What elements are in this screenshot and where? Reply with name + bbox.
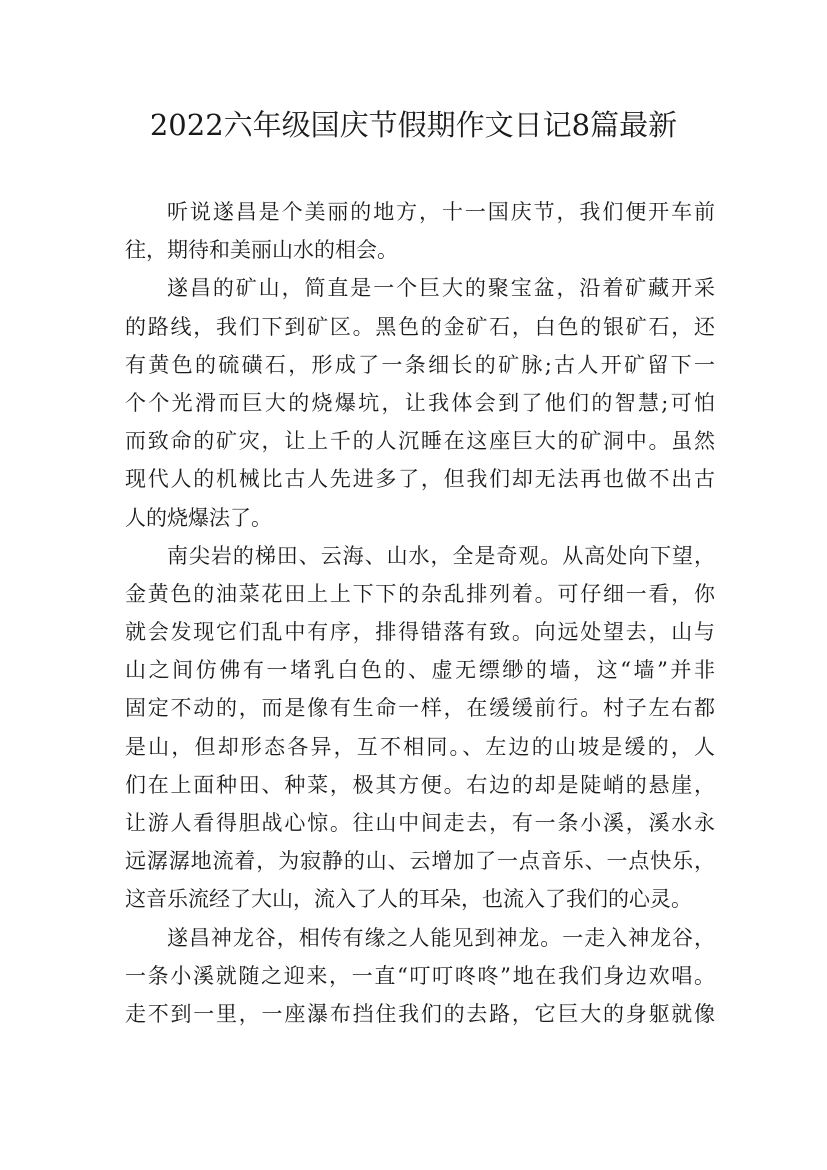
paragraph-line: 南尖岩的梯田、云海、山水，全是奇观。从高处向下望， [167,543,715,568]
paragraph-line: 这音乐流经了大山，流入了人的耳朵，也流入了我们的心灵。 [125,887,692,912]
paragraph-line: 遂昌神龙谷，相传有缘之人能见到神龙。一走入神龙谷， [167,925,715,950]
paragraph-line: 有黄色的硫磺石，形成了一条细长的矿脉;古人开矿留下一 [125,352,715,377]
paragraph-line: 一条小溪就随之迎来，一直“叮叮咚咚”地在我们身边欢唱。 [125,963,715,988]
paragraph-line: 而致命的矿灾，让上千的人沉睡在这座巨大的矿洞中。虽然 [125,429,715,454]
paragraph-line: 让游人看得胆战心惊。往山中间走去，有一条小溪，溪水永 [125,811,715,835]
paragraph-line: 走不到一里，一座瀑布挡住我们的去路，它巨大的身躯就像 [125,1001,715,1026]
paragraph-line: 人的烧爆法了。 [125,505,272,530]
paragraph-line: 固定不动的，而是像有生命一样，在缓缓前行。村子左右都 [125,696,715,721]
paragraph-line: 遂昌的矿山，简直是一个巨大的聚宝盆，沿着矿藏开采 [167,276,715,301]
paragraph-line: 就会发现它们乱中有序，排得错落有致。向远处望去，山与 [125,620,715,645]
document-title: 2022六年级国庆节假期作文日记8篇最新 [149,108,678,142]
paragraph-line: 现代人的机械比古人先进多了，但我们却无法再也做不出古 [125,467,715,492]
paragraph-line: 个个光滑而巨大的烧爆坑，让我体会到了他们的智慧;可怕 [125,390,715,415]
paragraph-line: 的路线，我们下到矿区。黑色的金矿石，白色的银矿石，还 [125,314,715,339]
paragraph-line: 是山，但却形态各异，互不相同。、左边的山坡是缓的，人 [125,734,715,759]
paragraph-line: 听说遂昌是个美丽的地方，十一国庆节，我们便开车前 [167,200,715,224]
document-body [125,193,715,1033]
paragraph-line: 金黄色的油菜花田上上下下的杂乱排列着。可仔细一看，你 [125,581,715,606]
paragraph-line: 们在上面种田、种菜，极其方便。右边的却是陡峭的悬崖， [125,772,715,797]
paragraph-line: 山之间仿佛有一堵乳白色的、虚无缥缈的墙，这“墙”并非 [125,658,715,683]
paragraph-line: 远潺潺地流着，为寂静的山、云增加了一点音乐、一点快乐， [125,849,715,874]
paragraph-line: 往，期待和美丽山水的相会。 [125,238,398,263]
